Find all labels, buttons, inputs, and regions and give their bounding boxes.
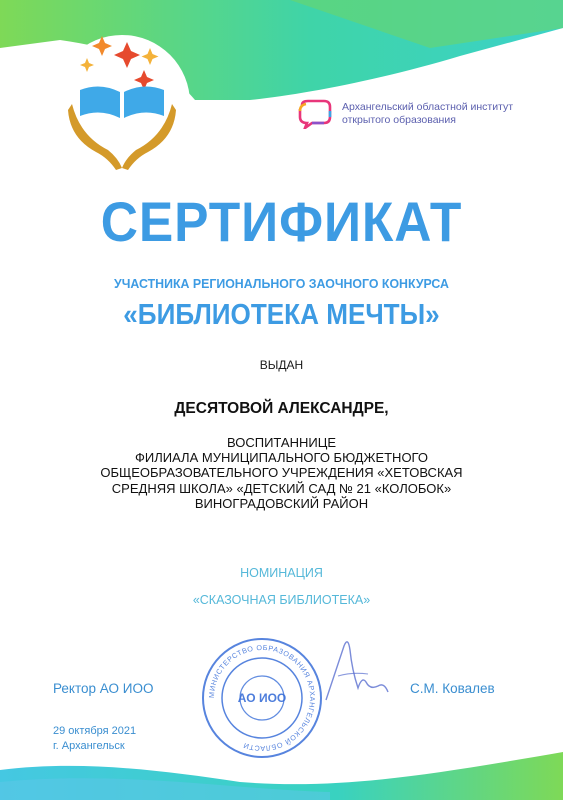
issue-city: г. Архангельск bbox=[53, 740, 125, 752]
recipient-name: ДЕСЯТОВОЙ АЛЕКСАНДРЕ, bbox=[174, 400, 389, 417]
signer-name: С.М. Ковалев bbox=[410, 681, 495, 696]
handwritten-signature bbox=[318, 630, 398, 710]
official-stamp bbox=[200, 636, 324, 760]
nomination-label: НОМИНАЦИЯ bbox=[240, 566, 323, 580]
institute-name-line1: Архангельский областной институт bbox=[342, 101, 514, 113]
details-line: ОБЩЕОБРАЗОВАТЕЛЬНОГО УЧРЕЖДЕНИЯ «ХЕТОВСКАЯ bbox=[100, 465, 463, 481]
rector-position: Ректор АО ИОО bbox=[53, 681, 154, 696]
issue-date-block bbox=[53, 724, 136, 754]
institute-logo-icon bbox=[296, 99, 332, 129]
institute-name-line2: открытого образования bbox=[342, 114, 456, 126]
nomination-value: «СКАЗОЧНАЯ БИБЛИОТЕКА» bbox=[192, 593, 371, 607]
details-line: ФИЛИАЛА МУНИЦИПАЛЬНОГО БЮДЖЕТНОГО bbox=[135, 450, 428, 466]
issue-date: 29 октября 2021 bbox=[53, 725, 137, 737]
certificate-subtitle: УЧАСТНИКА РЕГИОНАЛЬНОГО ЗАОЧНОГО КОНКУРСА bbox=[114, 276, 449, 291]
details-line: ВИНОГРАДОВСКИЙ РАЙОН bbox=[194, 495, 369, 511]
certificate-title: СЕРТИФИКАТ bbox=[100, 190, 463, 253]
contest-name: «БИБЛИОТЕКА МЕЧТЫ» bbox=[123, 299, 440, 331]
book-hands-icon bbox=[52, 18, 192, 178]
institute-name bbox=[342, 101, 542, 127]
details-line: СРЕДНЯЯ ШКОЛА» «ДЕТСКИЙ САД № 21 «КОЛОБОК» bbox=[111, 480, 452, 496]
details-line: ВОСПИТАННИЦЕ bbox=[226, 435, 336, 450]
recipient-details bbox=[0, 435, 563, 511]
stamp-ring-text: МИНИСТЕРСТВО ОБРАЗОВАНИЯ АРХАНГЕЛЬСКОЙ ОБЛАСТИ bbox=[206, 642, 318, 754]
issued-label: ВЫДАН bbox=[259, 358, 304, 372]
stamp-center-text: АО ИОО bbox=[237, 691, 287, 705]
